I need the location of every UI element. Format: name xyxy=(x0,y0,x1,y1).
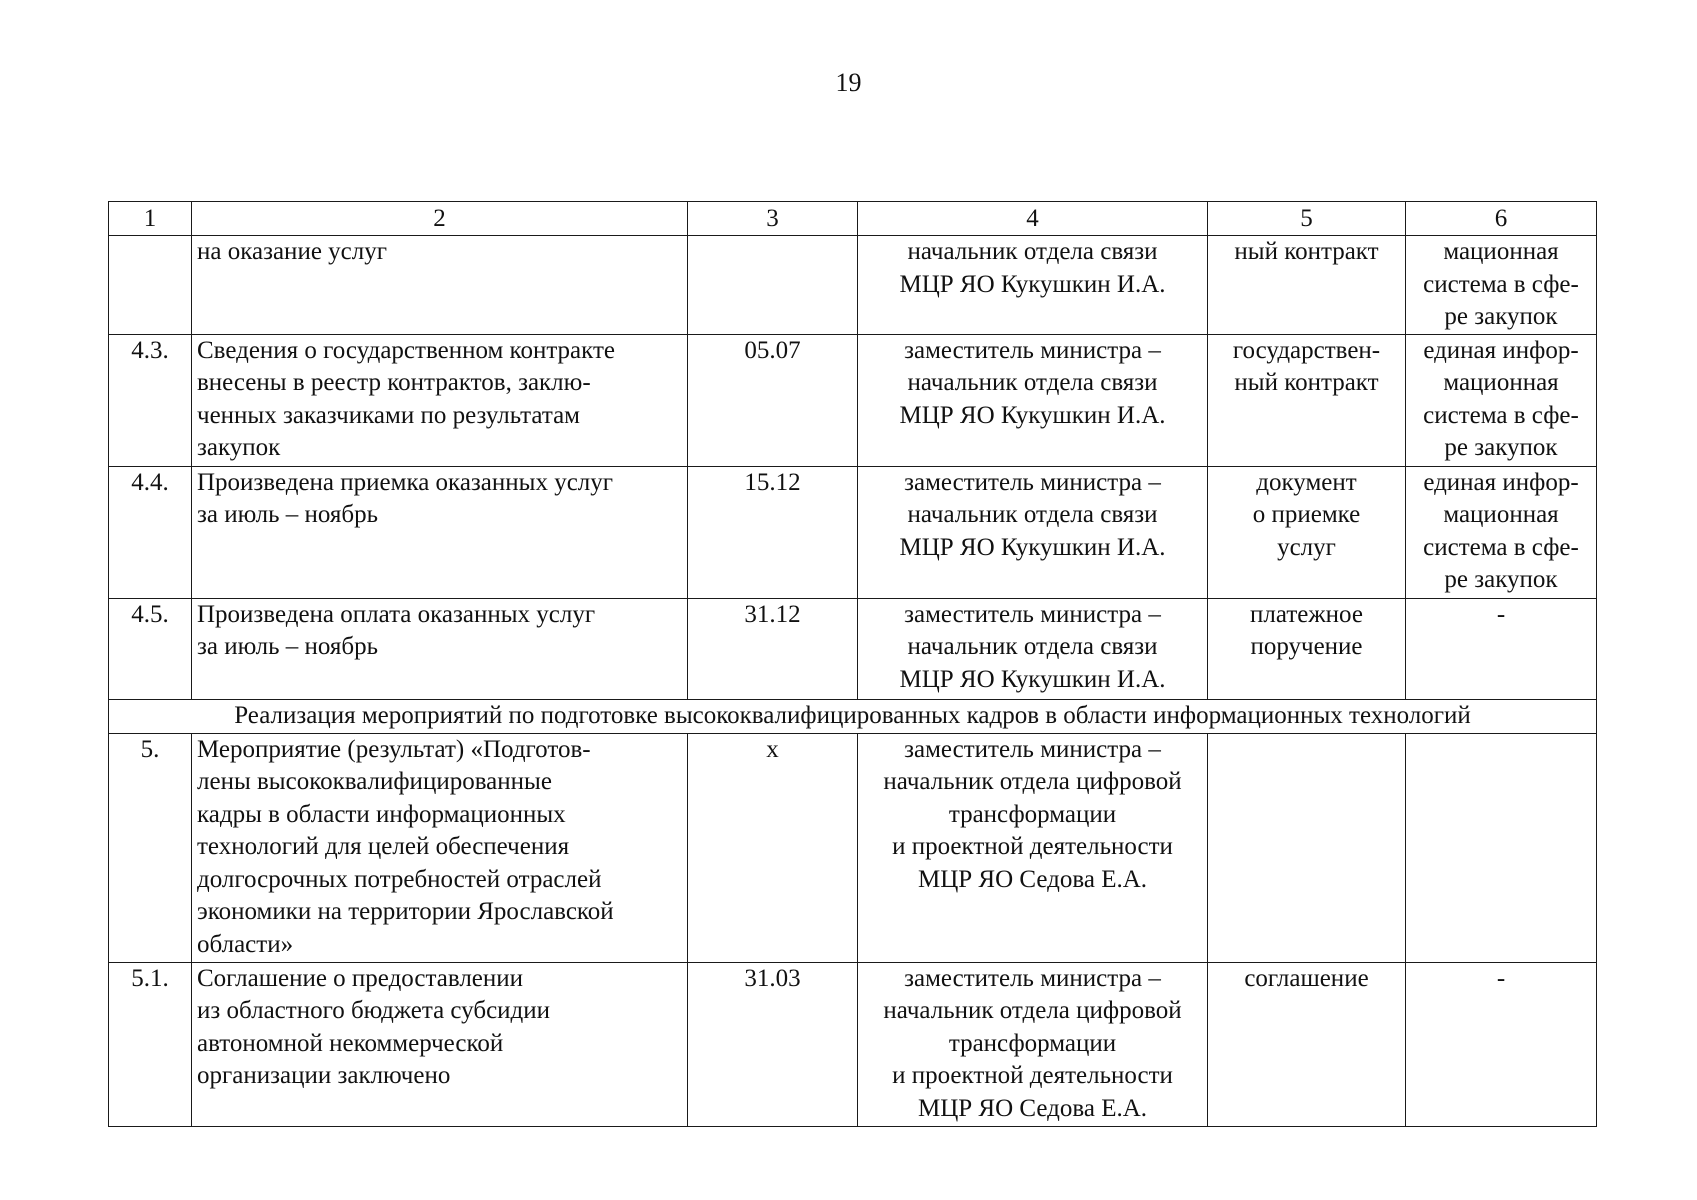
column-number-1: 1 xyxy=(109,202,192,236)
cell-line: система в сфе- xyxy=(1423,533,1579,561)
row-responsible-cell xyxy=(858,466,1208,598)
cell-line: начальник отдела связи xyxy=(907,238,1158,265)
cell-line: долгосрочных потребностей отраслей xyxy=(197,865,602,893)
table-header-row xyxy=(109,202,1597,236)
cell-line: система в сфе- xyxy=(1423,270,1579,298)
cell-line: мационная xyxy=(1443,238,1559,265)
row-number-cell: 4.5. xyxy=(109,598,192,699)
cell-line: ре закупок xyxy=(1444,434,1558,461)
cell-line: начальник отдела цифровой xyxy=(883,997,1182,1024)
cell-line: трансформации xyxy=(948,800,1117,828)
section-row xyxy=(109,699,1597,733)
column-number-6: 6 xyxy=(1406,202,1597,236)
row-name-cell xyxy=(192,962,688,1126)
cell-line: заместитель министра – xyxy=(904,735,1161,763)
cell-line: за июль – ноябрь xyxy=(197,501,379,528)
cell-line: и проектной деятельности xyxy=(892,833,1173,860)
row-name-cell xyxy=(192,598,688,699)
cell-line: кадры в области информационных xyxy=(197,800,566,828)
cell-line: МЦР ЯО Кукушкин И.А. xyxy=(899,533,1166,561)
cell-line: ченных заказчиками по результатам xyxy=(197,401,580,429)
cell-line: МЦР ЯО Седова Е.А. xyxy=(917,1094,1148,1122)
cell-line: заместитель министра – xyxy=(904,964,1161,992)
cell-line: о приемке xyxy=(1252,501,1361,528)
table-row xyxy=(109,598,1597,699)
row-document-cell xyxy=(1208,733,1406,962)
cell-line: ный контракт xyxy=(1234,238,1379,265)
row-document-cell xyxy=(1208,334,1406,466)
cell-line: МЦР ЯО Кукушкин И.А. xyxy=(899,665,1166,693)
row-source-cell xyxy=(1406,334,1597,466)
cell-line: услуг xyxy=(1277,533,1336,561)
cell-line: поручение xyxy=(1250,633,1363,660)
row-date-cell: 15.12 xyxy=(688,466,858,598)
row-document-cell xyxy=(1208,962,1406,1126)
cell-line: за июль – ноябрь xyxy=(197,633,379,660)
column-number-4: 4 xyxy=(858,202,1208,236)
column-number-3: 3 xyxy=(688,202,858,236)
cell-line: на оказание услуг xyxy=(197,238,387,265)
cell-line: единая инфор- xyxy=(1423,468,1579,496)
table-row xyxy=(109,962,1597,1126)
table-row xyxy=(109,236,1597,335)
cell-line: Сведения о государственном контракте xyxy=(197,336,615,364)
cell-line: области» xyxy=(197,930,294,958)
row-number-cell: 5.1. xyxy=(109,962,192,1126)
row-number-cell: 5. xyxy=(109,733,192,962)
row-document-cell xyxy=(1208,598,1406,699)
table-row xyxy=(109,466,1597,598)
cell-line: начальник отдела цифровой xyxy=(883,768,1182,795)
cell-line: трансформации xyxy=(948,1029,1117,1057)
row-responsible-cell xyxy=(858,236,1208,335)
cell-line: - xyxy=(1496,964,1506,992)
row-date-cell: 31.03 xyxy=(688,962,858,1126)
row-source-cell xyxy=(1406,962,1597,1126)
row-source-cell xyxy=(1406,236,1597,335)
row-document-cell xyxy=(1208,236,1406,335)
cell-line: - xyxy=(1496,600,1506,628)
row-date-cell: 31.12 xyxy=(688,598,858,699)
row-date-cell: х xyxy=(688,733,858,962)
cell-line: Мероприятие (результат) «Подготов- xyxy=(197,735,591,763)
table-row xyxy=(109,334,1597,466)
row-source-cell xyxy=(1406,733,1597,962)
column-number-2: 2 xyxy=(192,202,688,236)
cell-line: заместитель министра – xyxy=(904,468,1161,496)
cell-line: автономной некоммерческой xyxy=(197,1029,504,1057)
cell-line: начальник отдела связи xyxy=(907,501,1158,528)
cell-line: МЦР ЯО Кукушкин И.А. xyxy=(899,270,1166,298)
cell-line: из областного бюджета субсидии xyxy=(197,997,551,1024)
cell-line: мационная xyxy=(1443,369,1559,396)
cell-line: и проектной деятельности xyxy=(892,1062,1173,1089)
cell-line: МЦР ЯО Кукушкин И.А. xyxy=(899,401,1166,429)
cell-line: ре закупок xyxy=(1444,566,1558,593)
row-date-cell: 05.07 xyxy=(688,334,858,466)
cell-line: начальник отдела связи xyxy=(907,633,1158,660)
row-document-cell xyxy=(1208,466,1406,598)
column-number-5: 5 xyxy=(1208,202,1406,236)
cell-line: ный контракт xyxy=(1234,369,1379,396)
row-name-cell xyxy=(192,236,688,335)
row-name-cell xyxy=(192,466,688,598)
row-number-cell: 4.3. xyxy=(109,334,192,466)
cell-line: Произведена оплата оказанных услуг xyxy=(197,600,596,628)
row-source-cell xyxy=(1406,598,1597,699)
cell-line: закупок xyxy=(197,434,281,461)
cell-line: мационная xyxy=(1443,501,1559,528)
cell-line: соглашение xyxy=(1244,964,1369,992)
cell-line: единая инфор- xyxy=(1423,336,1579,364)
cell-line: внесены в реестр контрактов, заклю- xyxy=(197,369,591,396)
cell-line: Произведена приемка оказанных услуг xyxy=(197,468,614,496)
table-row xyxy=(109,733,1597,962)
cell-line: государствен- xyxy=(1232,336,1381,364)
cell-line: МЦР ЯО Седова Е.А. xyxy=(917,865,1148,893)
row-name-cell xyxy=(192,733,688,962)
cell-line: Соглашение о предоставлении xyxy=(197,964,524,992)
cell-line: ре закупок xyxy=(1444,303,1558,330)
row-number-cell xyxy=(109,236,192,335)
section-title: Реализация мероприятий по подготовке высококвалифицированных кадров в области информационных технологий xyxy=(109,699,1597,733)
row-source-cell xyxy=(1406,466,1597,598)
cell-line: система в сфе- xyxy=(1423,401,1579,429)
cell-line: документ xyxy=(1256,468,1357,496)
cell-line: заместитель министра – xyxy=(904,600,1161,628)
row-responsible-cell xyxy=(858,962,1208,1126)
cell-line: платежное xyxy=(1250,600,1363,628)
cell-line: заместитель министра – xyxy=(904,336,1161,364)
cell-line: лены высококвалифицированные xyxy=(197,768,552,795)
row-date-cell xyxy=(688,236,858,335)
page-number: 19 xyxy=(835,68,862,97)
row-responsible-cell xyxy=(858,334,1208,466)
row-responsible-cell xyxy=(858,598,1208,699)
plan-table xyxy=(108,201,1597,1127)
row-responsible-cell xyxy=(858,733,1208,962)
cell-line: начальник отдела связи xyxy=(907,369,1158,396)
cell-line: организации заключено xyxy=(197,1062,451,1089)
cell-line: технологий для целей обеспечения xyxy=(197,833,570,860)
cell-line: экономики на территории Ярославской xyxy=(197,898,614,925)
row-name-cell xyxy=(192,334,688,466)
row-number-cell: 4.4. xyxy=(109,466,192,598)
